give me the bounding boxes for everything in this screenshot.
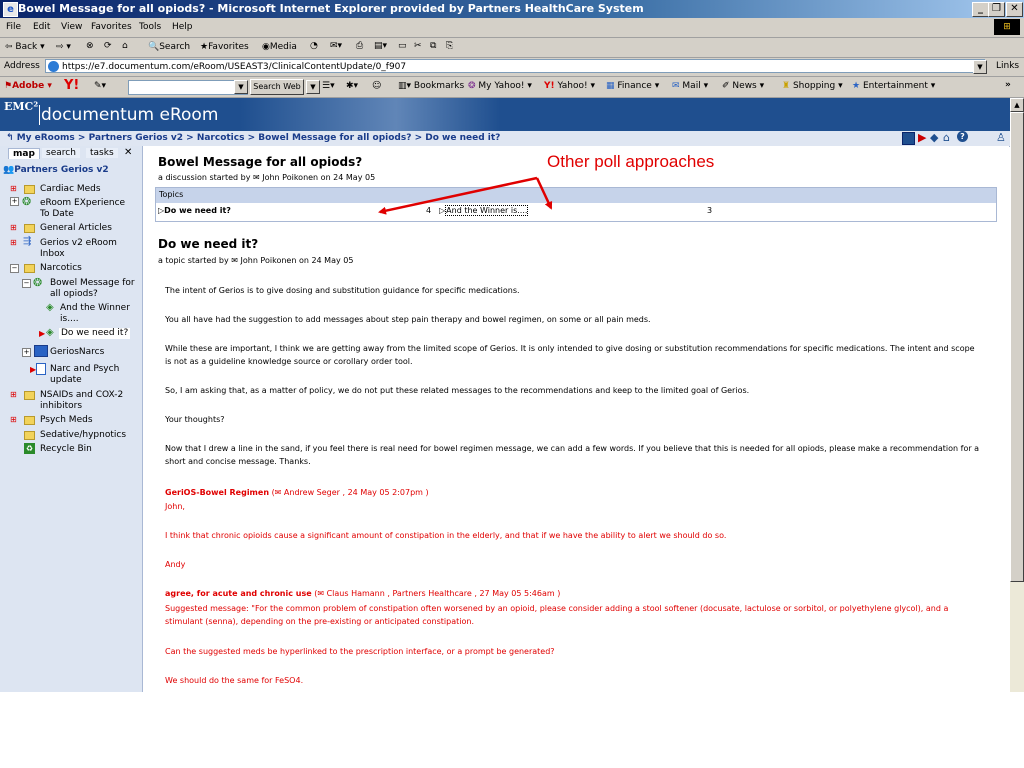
sidebar-item-narc-psych-update[interactable]: Narc and Psych update xyxy=(50,364,120,385)
menu-view[interactable]: View xyxy=(61,22,83,32)
stop-icon[interactable]: ⊗ xyxy=(86,41,94,51)
entertainment-button[interactable]: ★ Entertainment ▾ xyxy=(852,81,936,91)
discussion-icon: ❂ xyxy=(33,276,43,289)
media-icon: ◉ xyxy=(262,42,270,52)
inbox-icon: ⇶ xyxy=(23,236,32,247)
search-button[interactable]: 🔍Search xyxy=(148,42,191,52)
expand-plus-icon[interactable]: + xyxy=(23,348,30,356)
search-web-dropdown[interactable]: ▼ xyxy=(306,80,320,94)
shopping-bag-icon: ♜ xyxy=(782,81,791,91)
finance-button[interactable]: ▦ Finance ▾ xyxy=(606,81,660,91)
reply-line: We should do the same for FeSO4. xyxy=(165,676,304,685)
search-history-dropdown[interactable]: ▼ xyxy=(234,80,248,94)
reply-line: John, xyxy=(165,502,185,511)
topic-link-do-we-need-it[interactable]: ▷Do we need it? xyxy=(158,206,231,215)
sidebar-item-bowel-message[interactable]: Bowel Message for all opiods? xyxy=(50,278,135,299)
media-button[interactable]: ◉Media xyxy=(262,42,297,52)
expand-arrow-icon[interactable]: ⊞ xyxy=(10,415,17,424)
bookmarks-icon: ▥ xyxy=(398,81,407,91)
reply-subject-link[interactable]: agree, for acute and chronic use xyxy=(165,589,312,598)
topic-title: Do we need it? xyxy=(158,237,259,251)
reply-line: Can the suggested meds be hyperlinked to the prescription interface, or a prompt be generated? xyxy=(165,647,555,656)
news-button[interactable]: ✐ News ▾ xyxy=(722,81,765,91)
reply-meta: (✉ Claus Hamann , Partners Healthcare , 27 May 05 5:46am ) xyxy=(314,589,561,598)
news-icon: ✐ xyxy=(722,81,730,91)
menu-file[interactable]: File xyxy=(6,22,22,32)
adobe-icon: ⚑ xyxy=(4,81,13,91)
expand-arrow-icon[interactable]: ⊞ xyxy=(10,390,17,399)
menu-tools[interactable]: Tools xyxy=(139,22,162,32)
close-sidebar-button[interactable]: ✕ xyxy=(124,147,133,158)
topic-link-and-the-winner[interactable]: ▷And the Winner is.... xyxy=(439,206,528,215)
tools-icon[interactable]: ⌂ xyxy=(943,131,950,144)
arrow-icon: ▶ xyxy=(30,365,37,374)
yahoo-y-icon: Y! xyxy=(544,81,555,91)
pencil-icon[interactable]: ✎▾ xyxy=(94,81,107,91)
expand-arrow-icon[interactable]: ⊞ xyxy=(10,184,17,193)
home-icon[interactable]: ⌂ xyxy=(122,41,128,51)
topics-header: Topics xyxy=(159,190,184,199)
search-web-button[interactable]: Search Web xyxy=(250,79,304,95)
highlight-icon[interactable]: ☰▾ xyxy=(322,81,335,91)
links-button[interactable]: Links xyxy=(996,61,1020,71)
close-window-button[interactable]: ✕ xyxy=(1006,2,1023,17)
breadcrumb[interactable]: ↰ My eRooms > Partners Gerios v2 > Narcotics > Bowel Message for all opiods? > Do we need it? xyxy=(6,133,501,143)
topic-reply-count: 4 xyxy=(426,206,432,215)
envelope-icon: ✉ xyxy=(672,81,680,91)
people-icon: 👥 xyxy=(3,165,15,175)
post-paragraph: So, I am asking that, as a matter of policy, we do not put these related messages to the recommendations and keep to the limited goal of Gerios. xyxy=(165,386,750,395)
poll-icon: ◈ xyxy=(46,302,54,313)
print-icon[interactable]: ⎙ xyxy=(356,41,364,51)
back-arrow-icon: ⇦ xyxy=(5,42,13,52)
annotation-label: Other poll approaches xyxy=(547,152,715,171)
address-input[interactable]: https://e7.documentum.com/eRoom/USEAST3/ClinicalContentUpdate/0_f907 xyxy=(45,59,985,73)
reply-subject-link[interactable]: GeriOS-Bowel Regimen xyxy=(165,488,270,497)
my-yahoo-button[interactable]: ❂ My Yahoo! ▾ xyxy=(468,81,532,91)
sidebar-item-inbox[interactable]: Gerios v2 eRoom Inbox xyxy=(40,238,117,259)
bookmarks-button[interactable]: ▥▾ Bookmarks xyxy=(398,81,465,91)
messenger-icon[interactable]: ☺ xyxy=(372,81,382,91)
play-arrow-icon[interactable]: ▶ xyxy=(918,131,927,144)
scroll-up-button[interactable]: ▲ xyxy=(1010,98,1024,112)
topic-byline: a topic started by ✉ John Poikonen on 24 May 05 xyxy=(158,256,354,265)
sidebar-item-eroom-experience[interactable]: eRoom EXperience To Date xyxy=(40,198,126,219)
shopping-button[interactable]: ♜ Shopping ▾ xyxy=(782,81,843,91)
sidebar-item-psych-meds[interactable]: Psych Meds xyxy=(40,415,93,425)
copy-icon[interactable]: ⧉ xyxy=(430,41,437,51)
search-icon: 🔍 xyxy=(148,42,160,52)
sidebar-item-sedative[interactable]: Sedative/hypnotics xyxy=(40,430,127,440)
topic-reply-count: 3 xyxy=(707,206,713,215)
reply-line: Suggested message: "For the common problem of constipation often worsened by an opioid, please consider adding a stool softener (docusate, lactulose or sorbitol, or polyethylene glycol), and a stimulant (senna), depending on the pre-existing or anticipated constipation. xyxy=(165,604,949,626)
selected-arrow-icon: ▶ xyxy=(39,329,46,338)
user-icon[interactable]: ♙ xyxy=(996,131,1006,144)
yahoo-logo-button[interactable]: Y! xyxy=(64,78,80,93)
post-paragraph: Now that I drew a line in the sand, if you feel there is real need for bowel regimen message, we can add a few words. If you believe that this is needed for all opiods, please make a recommendation for a short and concise message. Thanks. xyxy=(165,444,980,466)
popup-blocker-icon[interactable]: ✱▾ xyxy=(346,81,359,91)
sidebar-item-do-we-need-it[interactable]: Do we need it? xyxy=(61,328,129,338)
tab-map[interactable]: map xyxy=(8,148,40,159)
adobe-button[interactable]: ⚑Adobe ▾ xyxy=(4,81,52,91)
sidebar-item-general-articles[interactable]: General Articles xyxy=(40,223,112,233)
comment-icon[interactable]: ◆ xyxy=(930,131,939,144)
minimize-button[interactable]: _ xyxy=(972,2,989,17)
post-paragraph: Your thoughts? xyxy=(165,415,225,424)
sidebar-item-narcotics[interactable]: Narcotics xyxy=(40,263,82,273)
recycle-bin-icon: ♻ xyxy=(25,444,34,453)
up-arrow-icon: ↰ xyxy=(6,133,17,143)
sidebar-item-geriosnarcs[interactable]: GeriosNarcs xyxy=(50,347,105,357)
documentum-eroom-logo: documentum eRoom xyxy=(41,105,219,125)
reply-meta: (✉ Andrew Seger , 24 May 05 2:07pm ) xyxy=(271,488,429,497)
sidebar-item-nsaids[interactable]: NSAIDs and COX-2 inhibitors xyxy=(40,390,124,411)
menu-help[interactable]: Help xyxy=(172,22,193,32)
reply-line: I think that chronic opioids cause a significant amount of constipation in the elderly, and that if we have the ability to alert we should do so. xyxy=(165,531,727,540)
favorites-button[interactable]: ★Favorites xyxy=(200,42,249,52)
discuss-icon[interactable]: ▭ xyxy=(398,41,407,51)
annotation-arrow-right xyxy=(537,178,551,208)
edit-icon[interactable]: ▤▾ xyxy=(374,41,388,51)
collapse-minus-icon[interactable]: − xyxy=(11,264,18,272)
toolbar-overflow-button[interactable]: » xyxy=(1005,80,1011,90)
sidebar-item-recycle-bin[interactable]: Recycle Bin xyxy=(40,444,92,454)
cut-icon[interactable]: ✂ xyxy=(414,41,422,51)
windows-logo-icon: ⊞ xyxy=(994,19,1020,35)
tab-search[interactable]: search xyxy=(42,148,80,158)
help-icon[interactable]: ? xyxy=(957,131,968,142)
post-paragraph: The intent of Gerios is to give dosing and substitution guidance for specific medications. xyxy=(165,286,520,295)
menu-favorites[interactable]: Favorites xyxy=(91,22,132,32)
paste-icon[interactable]: ⎘ xyxy=(446,41,454,51)
expand-arrow-icon[interactable]: ⊞ xyxy=(10,238,17,247)
address-dropdown-button[interactable]: ▼ xyxy=(973,60,987,74)
annotation-arrow-left xyxy=(380,178,537,212)
menu-edit[interactable]: Edit xyxy=(33,22,51,32)
collapse-minus-icon[interactable]: − xyxy=(23,279,30,287)
refresh-icon[interactable]: ⟳ xyxy=(104,41,112,51)
emc-logo: EMC² xyxy=(4,100,39,113)
maximize-button[interactable]: ❐ xyxy=(988,2,1005,17)
expand-plus-icon[interactable]: + xyxy=(11,197,18,205)
star-folder-icon: ★ xyxy=(200,42,209,52)
mail-icon[interactable]: ✉▾ xyxy=(330,41,343,51)
forward-button[interactable]: ⇨ ▾ xyxy=(56,42,71,52)
tree-root[interactable]: 👥Partners Gerios v2 xyxy=(3,165,109,175)
post-paragraph: While these are important, I think we are getting away from the limited scope of Gerios. It is only intended to give dosing or substitution recommendations for specific medications. The intent and scope is not as a guideline knowledge source or corollary order tool. xyxy=(165,344,975,366)
discussion-title: Bowel Message for all opiods? xyxy=(158,155,363,169)
back-button[interactable]: ⇦ Back ▾ xyxy=(5,42,45,52)
reply-line: Andy xyxy=(165,560,186,569)
discussion-icon: ❂ xyxy=(22,195,32,208)
post-paragraph: You all have had the suggestion to add messages about step pain therapy and bowel regimen, on some or all pain meds. xyxy=(165,315,651,324)
finance-icon: ▦ xyxy=(606,81,615,91)
address-label: Address xyxy=(4,61,40,71)
my-yahoo-icon: ❂ xyxy=(468,81,476,91)
yahoo-button[interactable]: Y! Yahoo! ▾ xyxy=(544,81,595,91)
window-title: Bowel Message for all opiods? - Microsoft Internet Explorer provided by Partners HealthCare System xyxy=(18,2,644,15)
ie-app-icon: e xyxy=(3,2,18,17)
entertainment-star-icon: ★ xyxy=(852,81,861,91)
history-icon[interactable]: ◔ xyxy=(310,41,318,51)
mail-button[interactable]: ✉ Mail ▾ xyxy=(672,81,709,91)
topic-icon: ◈ xyxy=(46,327,54,338)
tab-tasks[interactable]: tasks xyxy=(86,148,118,158)
discussion-byline: a discussion started by ✉ John Poikonen on 24 May 05 xyxy=(158,173,376,182)
expand-arrow-icon[interactable]: ⊞ xyxy=(10,223,17,232)
sidebar-item-and-the-winner[interactable]: And the Winner is.... xyxy=(60,303,130,324)
sidebar-item-cardiac-meds[interactable]: Cardiac Meds xyxy=(40,184,101,194)
